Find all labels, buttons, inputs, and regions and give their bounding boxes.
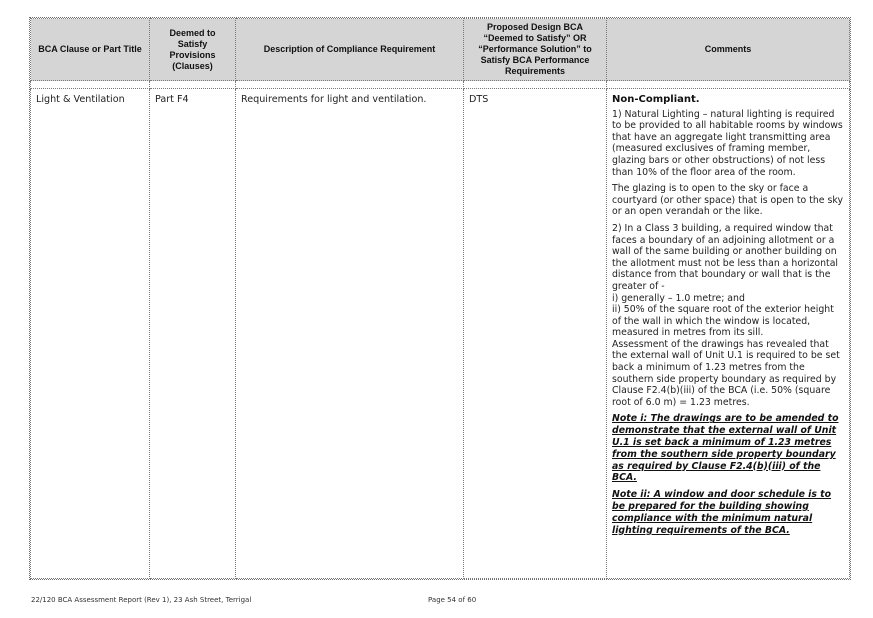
comment-natural-lighting: 1) Natural Lighting – natural lighting is required to be provided to all habitable rooms by windows that have an aggregate light transmitting area (measured exclusives of framing member, glazing bars or other obstructions) of not less than 10% of the floor area of the room. — [612, 108, 843, 178]
comment-class3-window — [612, 223, 845, 409]
comment-class3-item-i: i) generally – 1.0 metre; and — [612, 292, 745, 304]
note-ii: Note ii: A window and door schedule is to be prepared for the building showing compliance with the minimum natural lighting requirements of the BCA. — [612, 489, 832, 536]
cell-description: Requirements for light and ventilation. — [236, 89, 464, 579]
comment-class3-item-ii: ii) 50% of the square root of the exterior height of the wall in which the window is located, measured in metres from its sill. — [612, 304, 834, 339]
header-comments: Comments — [607, 19, 850, 81]
spacer-row — [31, 81, 850, 89]
header-clause: BCA Clause or Part Title — [31, 19, 150, 81]
header-dts-provisions: Deemed to Satisfy Provisions (Clauses) — [150, 19, 236, 81]
footer-report-reference: 22/120 BCA Assessment Report (Rev 1), 23 Ash Street, Terrigal — [31, 596, 252, 604]
header-description: Description of Compliance Requirement — [236, 19, 464, 81]
cell-comments — [607, 89, 850, 579]
table-row — [31, 89, 850, 579]
cell-clause: Light & Ventilation — [31, 89, 150, 579]
cell-proposed-design: DTS — [464, 89, 607, 579]
compliance-status: Non-Compliant. — [612, 94, 700, 105]
comment-assessment: Assessment of the drawings has revealed that the external wall of Unit U.1 is required to be set back a minimum of 1.23 metres from the southern side property boundary as required by Clause F2.4(b)(iii) of the BCA (i.e. 50% (square root of 6.0 m) = 1.23 metres. — [612, 338, 840, 408]
comment-class3-intro: 2) In a Class 3 building, a required window that faces a boundary of an adjoining allotment or a wall of the same building or another building on the allotment must not be less than a horizontal distance from that boundary or wall that is the greater of - — [612, 222, 839, 292]
table-header-row — [31, 19, 850, 81]
note-i: Note i: The drawings are to be amended to demonstrate that the external wall of Unit U.1 is set back a minimum of 1.23 metres from the southern side property boundary as required by Clause F2.4(b)(iii) of the BCA. — [612, 413, 839, 484]
bca-compliance-table — [30, 18, 850, 579]
comment-glazing: The glazing is to open to the sky or face a courtyard (or other space) that is open to the sky or an open verandah or the like. — [612, 183, 843, 218]
cell-dts-provision: Part F4 — [150, 89, 236, 579]
header-proposed-design: Proposed Design BCA “Deemed to Satisfy” OR “Performance Solution” to Satisfy BCA Performance Requirements — [464, 19, 607, 81]
bca-compliance-table-frame — [29, 17, 851, 580]
footer-page-number: Page 54 of 60 — [428, 596, 477, 604]
